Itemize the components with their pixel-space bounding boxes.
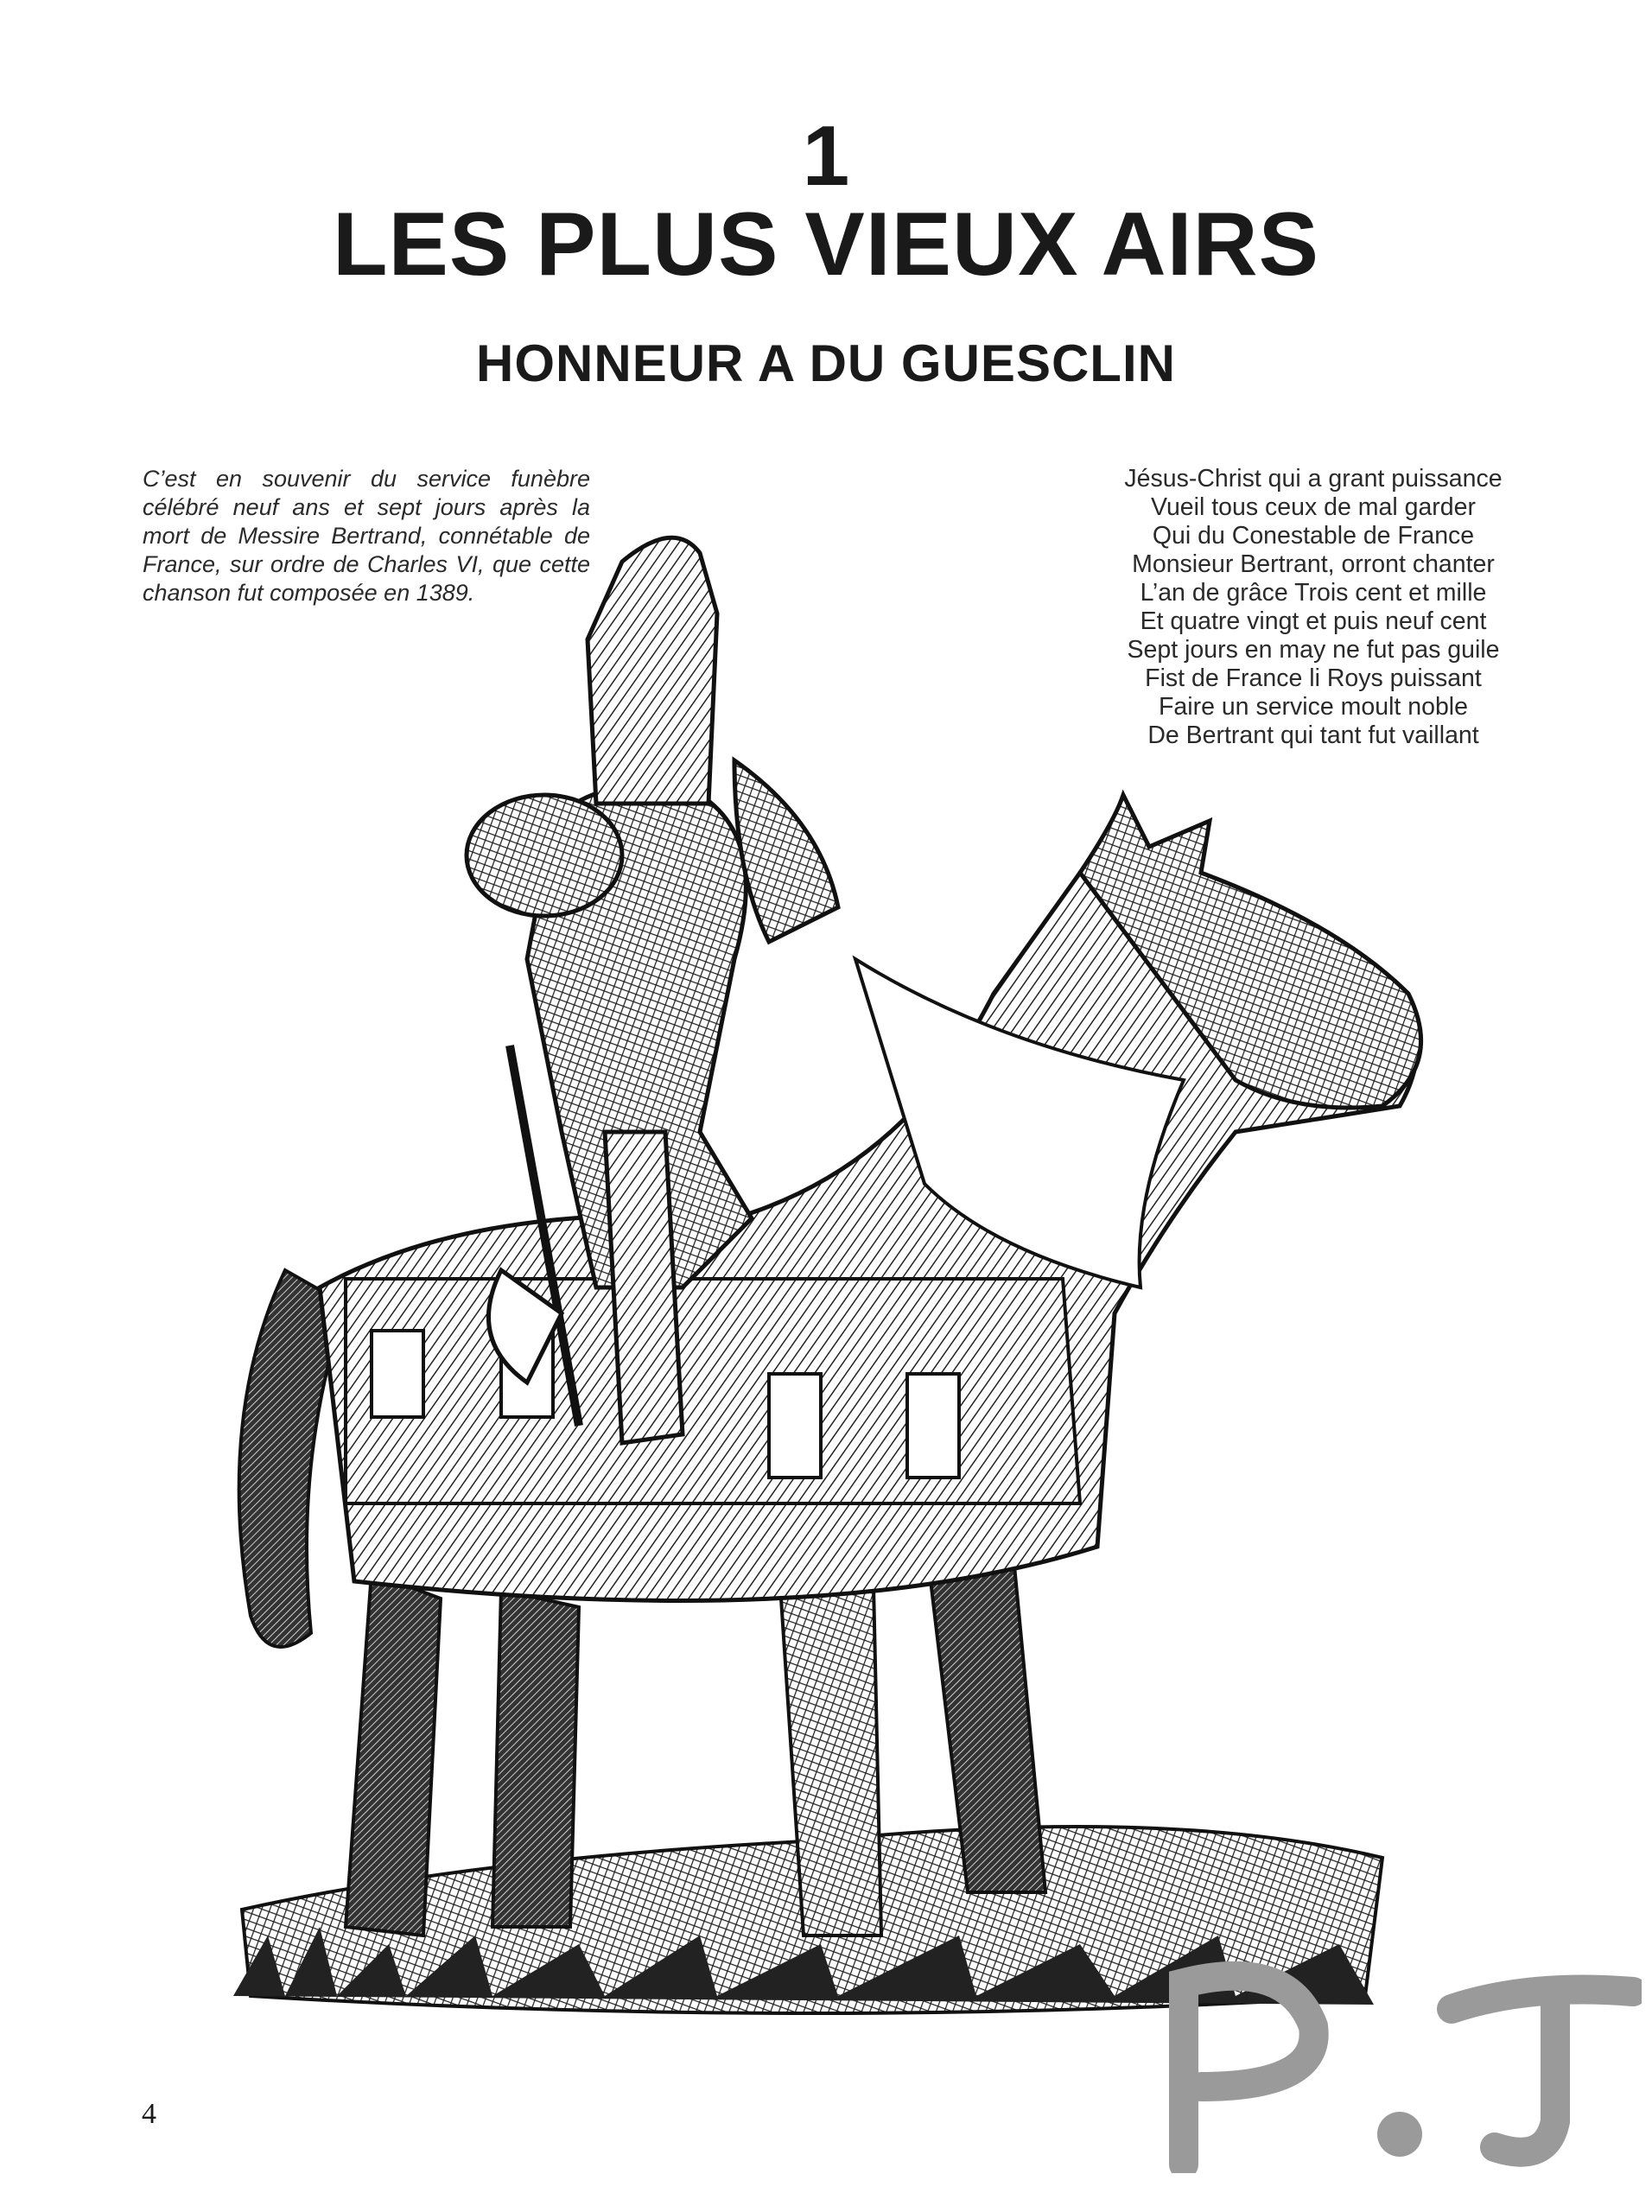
verse-line: Fist de France li Roys puissant [1145,664,1482,692]
song-title: HONNEUR A DU GUESCLIN [476,334,1176,392]
intro-paragraph: C’est en souvenir du service funèbre célébré neuf ans et sept jours après la mort de Messire Bertrand, connétable de France, sur ordre de Charles VI, que cette chanson fut composée en 1389. [143,466,590,606]
verse-line: Monsieur Bertrant, orront chanter [1132,550,1495,578]
verse-line: Sept jours en may ne fut pas guile [1127,636,1500,664]
verse-line: L’an de grâce Trois cent et mille [1140,579,1487,607]
verse-line: Et quatre vingt et puis neuf cent [1140,607,1487,635]
verse-line: Vueil tous ceux de mal garder [1151,493,1476,521]
knight-on-horse-illustration [216,510,1426,2048]
verse-line: De Bertrant qui tant fut vaillant [1147,721,1479,749]
verse-line: Qui du Conestable de France [1152,522,1475,550]
chapter-title: LES PLUS VIEUX AIRS [332,194,1320,295]
verse-line: Jésus-Christ qui a grant puissance [1124,465,1503,493]
verse-line: Faire un service moult noble [1158,693,1468,721]
page-number: 4 [142,2098,156,2130]
chapter-number: 1 [802,108,850,203]
pj-watermark [1149,1957,1642,2173]
